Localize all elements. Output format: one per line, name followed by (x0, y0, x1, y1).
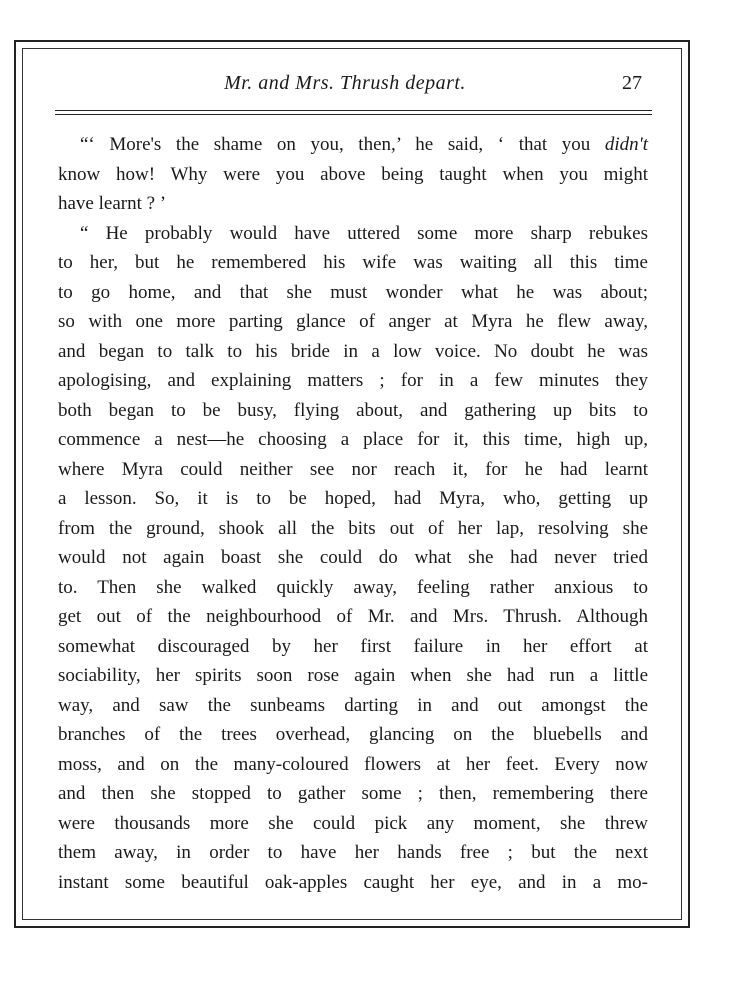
text-line: moss, and on the many-coloured flowers at her feet. Every now (58, 753, 648, 775)
text-line: get out of the neighbourhood of Mr. and Mrs. Thrush. Although (58, 606, 648, 627)
text-line: them away, in order to have her hands free ; but the next (58, 842, 648, 863)
page-number: 27 (622, 72, 642, 94)
body-text (58, 130, 648, 897)
text-line: where Myra could neither see nor reach it, for he had learnt (58, 458, 648, 480)
text-line: from the ground, shook all the bits out of her lap, resolving she (58, 517, 648, 539)
text-line: instant some beautiful oak-apples caught her eye, and in a mo- (58, 871, 648, 893)
header-rule (55, 110, 652, 111)
text-line: and then she stopped to gather some ; then, remembering there (58, 783, 648, 804)
text-line: apologising, and explaining matters ; for in a few minutes they (58, 370, 648, 391)
text-line: so with one more parting glance of anger at Myra he flew away, (58, 311, 648, 332)
text-line: to go home, and that she must wonder what he was about; (58, 281, 648, 303)
running-title: Mr. and Mrs. Thrush depart. (224, 72, 466, 94)
text-line: sociability, her spirits soon rose again when she had run a little (58, 665, 648, 686)
text-line: would not again boast she could do what she had never tried (58, 547, 648, 568)
text-line: way, and saw the sunbeams darting in and out amongst the (58, 694, 648, 716)
text-line: and began to talk to his bride in a low voice. No doubt he was (58, 340, 648, 362)
text-line: to her, but he remembered his wife was waiting all this time (58, 252, 648, 273)
italic-word: didn't (604, 134, 649, 155)
text-line: a lesson. So, it is to be hoped, had Myra, who, getting up (58, 488, 648, 509)
text-line: somewhat discouraged by her first failure in her effort at (58, 635, 648, 657)
text-line (58, 130, 648, 160)
text-line: were thousands more she could pick any moment, she threw (58, 812, 648, 834)
text-line: “ He probably would have uttered some more sharp rebukes (80, 222, 648, 244)
text-line: have learnt ? ’ (58, 193, 167, 214)
text-line: commence a nest—he choosing a place for it, this time, high up, (58, 429, 648, 450)
page-header (40, 72, 650, 104)
text-line: to. Then she walked quickly away, feeling rather anxious to (58, 576, 648, 598)
text-line: both began to be busy, flying about, and gathering up bits to (58, 399, 648, 421)
text-line: know how! Why were you above being taught when you might (58, 163, 648, 185)
text-line: branches of the trees overhead, glancing on the bluebells and (58, 724, 648, 745)
text-fragment: “‘ More's the shame on you, then,’ he said, ‘ that you (80, 134, 591, 155)
header-rule (55, 114, 652, 115)
